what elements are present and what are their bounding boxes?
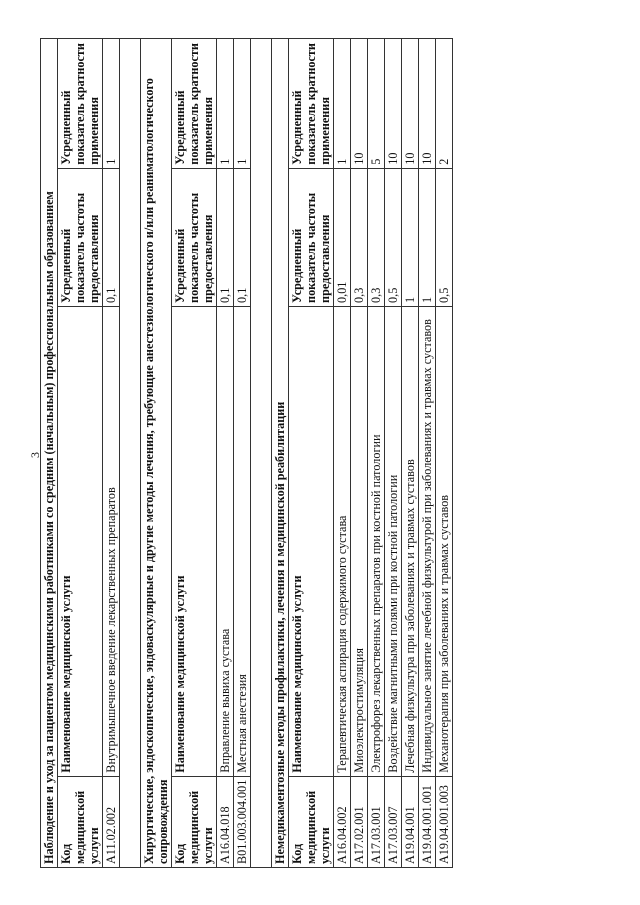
header-code: Код медицинской услуги xyxy=(289,776,334,867)
header-frequency: Усредненный показатель частоты предоставления xyxy=(172,168,217,306)
frequency-value: 0,01 xyxy=(334,168,351,306)
frequency-value: 1 xyxy=(419,168,436,306)
service-code: A17.03.007 xyxy=(385,776,402,867)
service-name: Терапевтическая аспирация содержимого сустава xyxy=(334,306,351,776)
service-name: Местная анестезия xyxy=(234,306,251,776)
table-row xyxy=(351,39,368,868)
section-title: Немедикаментозные методы профилактики, лечения и медицинской реабилитации xyxy=(272,39,289,868)
service-name: Воздействие магнитными полями при костной патологии xyxy=(385,306,402,776)
table-row xyxy=(368,39,385,868)
frequency-value: 1 xyxy=(402,168,419,306)
frequency-value: 0,1 xyxy=(234,168,251,306)
header-multiplicity: Усредненный показатель кратности применения xyxy=(172,39,217,169)
frequency-value: 0,3 xyxy=(351,168,368,306)
multiplicity-value: 2 xyxy=(436,39,453,169)
header-frequency: Усредненный показатель частоты предоставления xyxy=(289,168,334,306)
section-title-row xyxy=(41,39,58,868)
service-code: A19.04.001 xyxy=(402,776,419,867)
table-row xyxy=(385,39,402,868)
service-name: Механотерапия при заболеваниях и травмах суставов xyxy=(436,306,453,776)
service-name: Миоэлектростимуляция xyxy=(351,306,368,776)
section-title: Хирургические, эндоскопические, эндоваскулярные и другие методы лечения, требующие анестезиологического и/или реаниматологического сопровождения xyxy=(141,39,172,868)
header-name: Наименование медицинской услуги xyxy=(172,306,217,776)
multiplicity-value: 1 xyxy=(217,39,234,169)
header-multiplicity: Усредненный показатель кратности применения xyxy=(58,39,103,169)
service-name: Внутримышечное введение лекарственных препаратов xyxy=(103,306,120,776)
service-name: Электрофорез лекарственных препаратов при костной патологии xyxy=(368,306,385,776)
table-row xyxy=(334,39,351,868)
spacer-row xyxy=(120,39,141,868)
header-frequency: Усредненный показатель частоты предоставления xyxy=(58,168,103,306)
multiplicity-value: 10 xyxy=(402,39,419,169)
frequency-value: 0,5 xyxy=(436,168,453,306)
service-code: A16.04.002 xyxy=(334,776,351,867)
multiplicity-value: 10 xyxy=(419,39,436,169)
table-row xyxy=(234,39,251,868)
header-name: Наименование медицинской услуги xyxy=(58,306,103,776)
table-header-row xyxy=(172,39,217,868)
frequency-value: 0,5 xyxy=(385,168,402,306)
header-code: Код медицинской услуги xyxy=(172,776,217,867)
spacer-cell xyxy=(251,39,272,868)
header-code: Код медицинской услуги xyxy=(58,776,103,867)
section-title-row xyxy=(272,39,289,868)
frequency-value: 0,1 xyxy=(103,168,120,306)
service-name: Лечебная физкультура при заболеваниях и травмах суставов xyxy=(402,306,419,776)
section-title: Наблюдение и уход за пациентом медицинскими работниками со средним (начальным) профессиональным образованием xyxy=(41,39,58,868)
service-code: A17.02.001 xyxy=(351,776,368,867)
spacer-row xyxy=(251,39,272,868)
service-code: A16.04.018 xyxy=(217,776,234,867)
table-row xyxy=(217,39,234,868)
services-table xyxy=(40,38,453,868)
multiplicity-value: 10 xyxy=(351,39,368,169)
rotated-document xyxy=(28,38,570,868)
table-row xyxy=(436,39,453,868)
service-code: B01.003.004.001 xyxy=(234,776,251,867)
frequency-value: 0,1 xyxy=(217,168,234,306)
page-number: 3 xyxy=(28,452,42,458)
service-code: A19.04.001.003 xyxy=(436,776,453,867)
spacer-cell xyxy=(120,39,141,868)
service-name: Индивидуальное занятие лечебной физкультурой при заболеваниях и травмах суставов xyxy=(419,306,436,776)
service-name: Вправление вывиха сустава xyxy=(217,306,234,776)
table-row xyxy=(419,39,436,868)
multiplicity-value: 1 xyxy=(334,39,351,169)
service-code: A17.03.001 xyxy=(368,776,385,867)
table-header-row xyxy=(58,39,103,868)
multiplicity-value: 10 xyxy=(385,39,402,169)
table-header-row xyxy=(289,39,334,868)
header-multiplicity: Усредненный показатель кратности применения xyxy=(289,39,334,169)
table-row xyxy=(402,39,419,868)
multiplicity-value: 5 xyxy=(368,39,385,169)
section-title-row xyxy=(141,39,172,868)
multiplicity-value: 1 xyxy=(103,39,120,169)
service-code: A11.02.002 xyxy=(103,776,120,867)
multiplicity-value: 1 xyxy=(234,39,251,169)
header-name: Наименование медицинской услуги xyxy=(289,306,334,776)
table-row xyxy=(103,39,120,868)
frequency-value: 0,3 xyxy=(368,168,385,306)
service-code: A19.04.001.001 xyxy=(419,776,436,867)
